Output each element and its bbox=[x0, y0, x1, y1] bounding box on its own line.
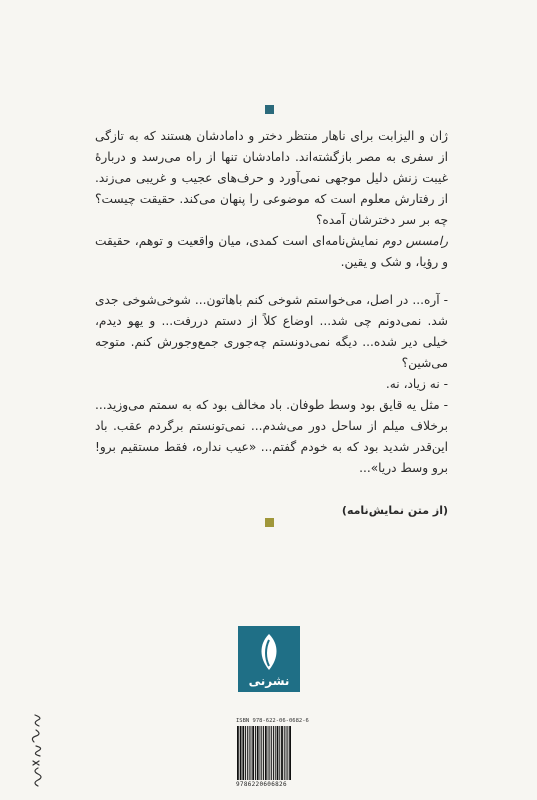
barcode-bar bbox=[240, 726, 242, 780]
barcode-bar bbox=[277, 726, 279, 780]
barcode-bar bbox=[263, 726, 264, 780]
publisher-name: نشرنی bbox=[248, 674, 290, 688]
excerpt-source: (از متن نمایش‌نامه) bbox=[341, 504, 448, 517]
barcode-bar bbox=[251, 726, 252, 780]
leaf-icon bbox=[256, 632, 282, 672]
barcode-bar bbox=[249, 726, 250, 780]
barcode-bar bbox=[286, 726, 287, 780]
barcode-bar bbox=[242, 726, 244, 780]
barcode-bar bbox=[257, 726, 259, 780]
barcode-bar bbox=[255, 726, 256, 780]
barcode-bar bbox=[268, 726, 269, 780]
bottom-decorative-square bbox=[265, 518, 274, 527]
barcode-bar bbox=[265, 726, 267, 780]
excerpt-line-3: - مثل یه قایق بود وسط طوفان. باد مخالف بود که به سمتم می‌وزید... برخلاف میلم از ساحل دور می‌شدم... نمی‌تونستم برگردم عقب. باد این‌قدر شدید بود که به خودم گفتم... «عیب نداره، فقط مستقیم برو! برو وسط دریا»... bbox=[95, 398, 448, 475]
barcode-bar bbox=[245, 726, 246, 780]
synopsis-paragraph-2 bbox=[95, 231, 448, 273]
barcode-digits: 9786220606826 bbox=[236, 781, 287, 788]
synopsis-paragraph-2-text: نمایش‌نامه‌ای است کمدی، میان واقعیت و توهم، حقیقت و رؤیا، و شک و یقین. bbox=[95, 234, 448, 269]
barcode-bar bbox=[260, 726, 261, 780]
excerpt-line-2: - نه زیاد، نه. bbox=[385, 377, 448, 391]
barcode-bar bbox=[284, 726, 285, 780]
barcode-bar bbox=[289, 726, 291, 780]
barcode-bar bbox=[275, 726, 276, 780]
isbn-label: ISBN 978-622-06-0682-6 bbox=[236, 718, 309, 724]
barcode-bar bbox=[269, 726, 270, 780]
excerpt-line-1: - آره... در اصل، می‌خواستم شوخی کنم باهاتون... شوخی‌شوخی جدی شد. نمی‌دونم چی شد... اوضاع کلاً از دستم دررفت... و یهو دیدم، خیلی دیر شده... دیگه نمی‌دونستم چه‌جوری جمع‌وجورش کنم. متوجه می‌شین؟ bbox=[95, 293, 448, 370]
barcode-bar bbox=[281, 726, 283, 780]
synopsis-block bbox=[95, 126, 448, 273]
barcode-bar bbox=[237, 726, 239, 780]
barcode-bar bbox=[279, 726, 280, 780]
handwritten-note bbox=[6, 710, 66, 790]
top-decorative-square bbox=[265, 105, 274, 114]
barcode-bar bbox=[273, 726, 274, 780]
barcode-bar bbox=[261, 726, 262, 780]
play-title: رامسس دوم bbox=[382, 234, 448, 248]
excerpt-block bbox=[95, 290, 448, 521]
barcode-bar bbox=[247, 726, 248, 780]
barcode-bar bbox=[271, 726, 272, 780]
synopsis-paragraph-1: ژان و الیزابت برای ناهار منتظر دختر و دامادشان هستند که به تازگی از سفری به مصر بازگشته‌اند. دامادشان تنها از راه می‌رسد و دربارهٔ غیبت زنش دلیل موجهی نمی‌آورد و حرف‌های عجیب و غریبی می‌زند. از رفتارش معلوم است که موضوعی را پنهان می‌کند. حقیقت چیست؟ چه بر سر دخترشان آمده؟ bbox=[95, 129, 448, 227]
barcode-icon bbox=[236, 726, 306, 780]
barcode-bar bbox=[252, 726, 254, 780]
barcode-bar bbox=[287, 726, 288, 780]
publisher-logo bbox=[238, 626, 300, 692]
